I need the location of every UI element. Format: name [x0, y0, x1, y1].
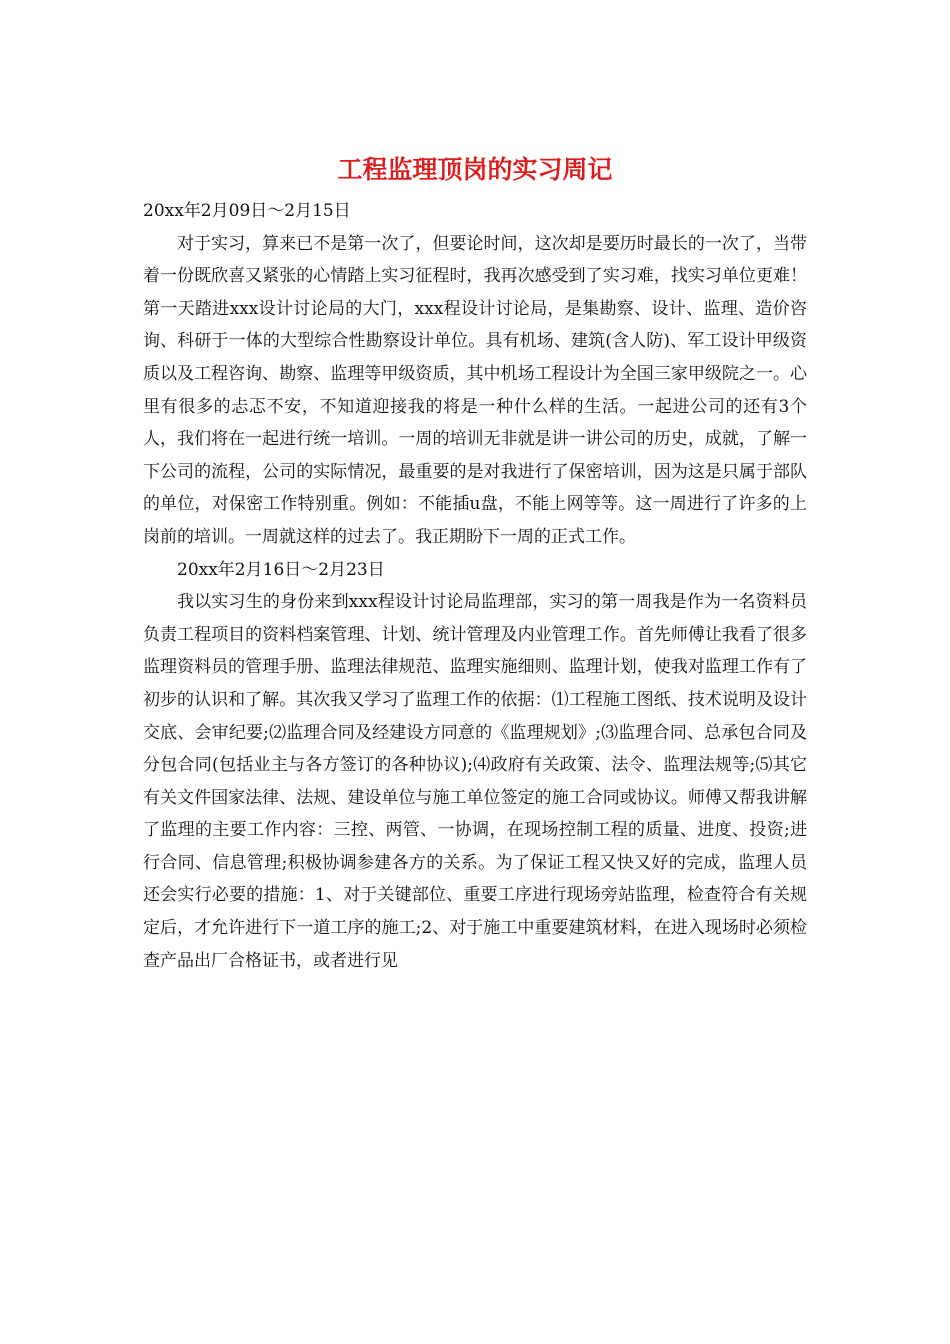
document-title: 工程监理顶岗的实习周记 — [337, 155, 613, 184]
week2-paragraph: 我以实习生的身份来到xxx程设计讨论局监理部，实习的第一周我是作为一名资料员负责工程项目的资料档案管理、计划、统计管理及内业管理工作。首先师傅让我看了很多监理资料员的管理手册、监理法律规范、监理实施细则、监理计划，使我对监理工作有了初步的认识和了解。其次我又学习了监理工作的依据：⑴工程施工图纸、技术说明及设计交底、会审纪要;⑵监理合同及经建设方同意的《监理规划》;⑶监理合同、总承包合同及分包合同(包括业主与各方签订的各种协议);⑷政府有关政策、法令、监理法规等;⑸其它有关文件国家法律、法规、建设单位与施工单位签定的施工合同或协议。师傅又帮我讲解了监理的主要工作内容：三控、两管、一协调，在现场控制工程的质量、进度、投资;进行合同、信息管理;积极协调参建各方的关系。为了保证工程又快又好的完成，监理人员还会实行必要的措施：1、对于关键部位、重要工序进行现场旁站监理，检查符合有关规定后，才允许进行下一道工序的施工;2、对于施工中重要建筑材料，在进入现场时必须检查产品出厂合格证书，或者进行见 — [143, 592, 807, 971]
week1-paragraph: 对于实习，算来已不是第一次了，但要论时间，这次却是要历时最长的一次了，当带着一份既欣喜又紧张的心情踏上实习征程时，我再次感受到了实习难，找实习单位更难！第一天踏进xxx设计讨论局的大门，xxx程设计讨论局，是集勘察、设计、监理、造价咨询、科研于一体的大型综合性勘察设计单位。具有机场、建筑(含人防)、军工设计甲级资质以及工程咨询、勘察、监理等甲级资质，其中机场工程设计为全国三家甲级院之一。心里有很多的忐忑不安，不知道迎接我的将是一种什么样的生活。一起进公司的还有3个人，我们将在一起进行统一培训。一周的培训无非就是讲一讲公司的历史，成就，了解一下公司的流程，公司的实际情况，最重要的是对我进行了保密培训，因为这是只属于部队的单位，对保密工作特别重。例如：不能插u盘，不能上网等等。这一周进行了许多的上岗前的培训。一周就这样的过去了。我正期盼下一周的正式工作。 — [143, 233, 807, 547]
document-body — [143, 195, 807, 977]
week2-date: 20xx年2月16日～2月23日 — [177, 559, 385, 580]
week1-date: 20xx年2月09日～2月15日 — [143, 201, 351, 221]
